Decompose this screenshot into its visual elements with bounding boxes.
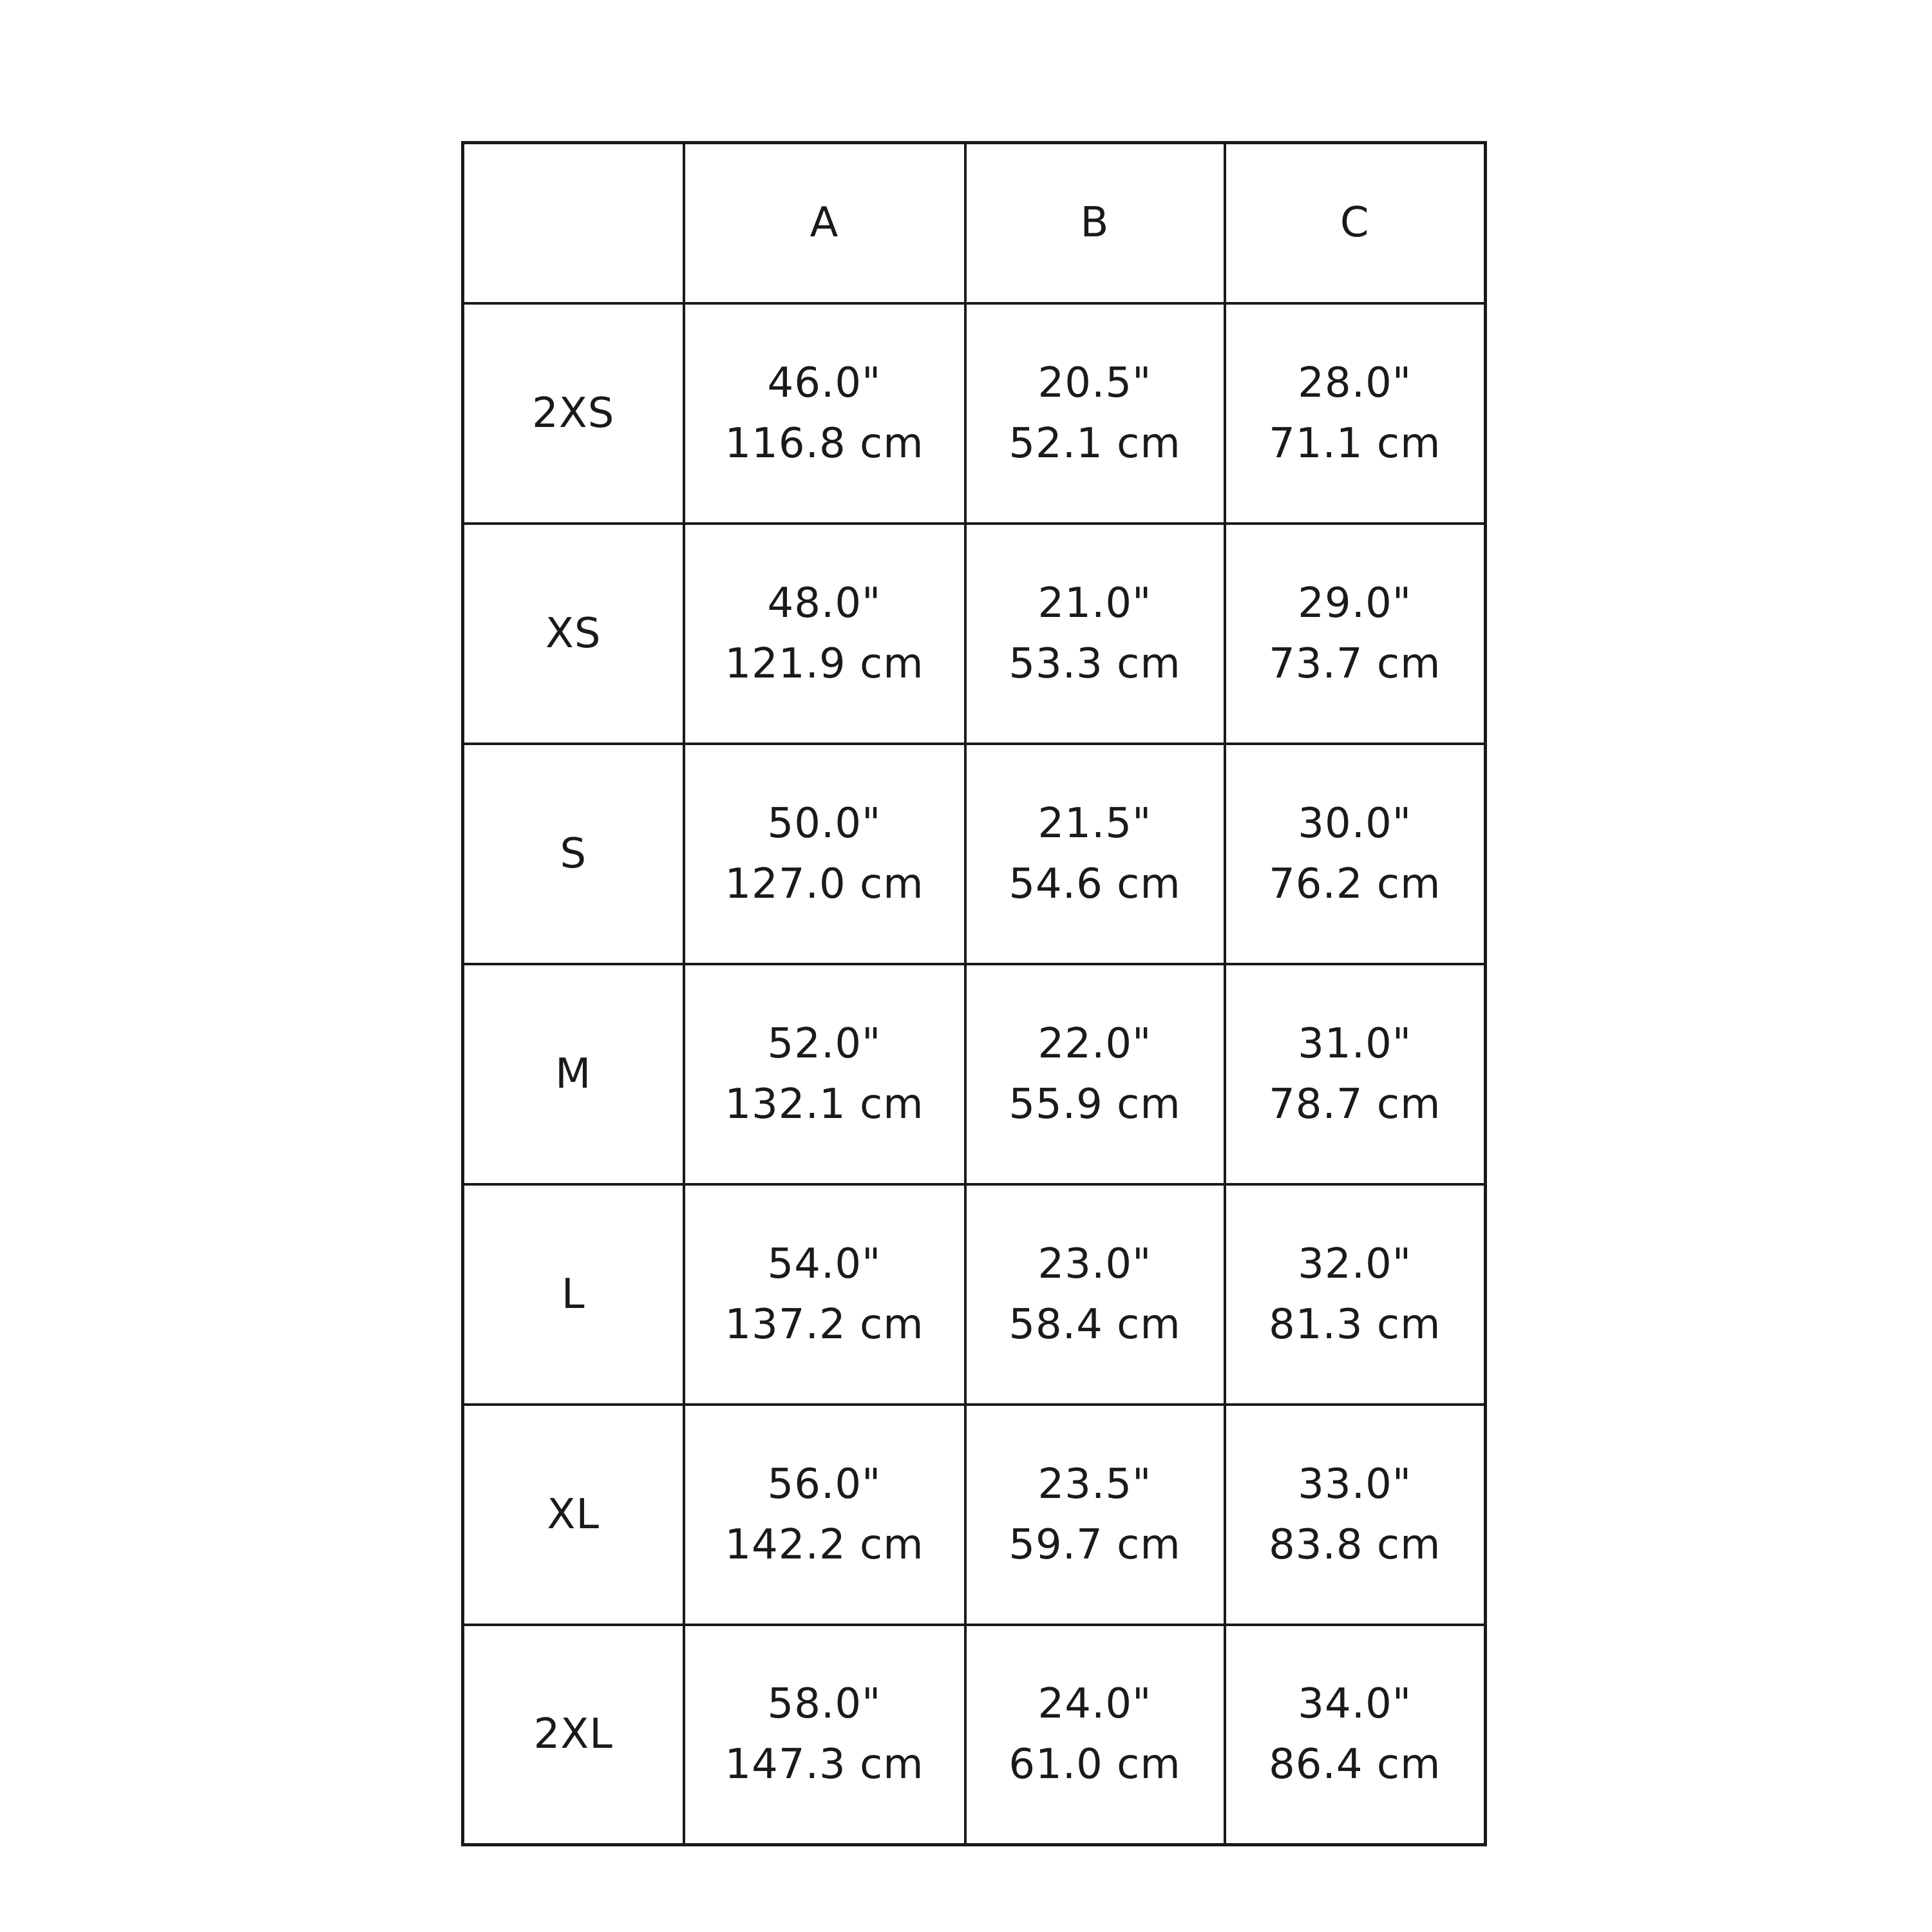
measurement-cell [965, 1184, 1225, 1405]
inch-value: 21.5" [1037, 799, 1152, 848]
measurement-cell [684, 744, 965, 964]
cm-value: 73.7 cm [1269, 639, 1441, 688]
inch-value: 54.0" [767, 1240, 882, 1288]
measurement-cell [1225, 303, 1486, 524]
size-label: XS [463, 524, 684, 744]
inch-value: 56.0" [767, 1460, 882, 1508]
inch-value: 31.0" [1298, 1019, 1412, 1068]
inch-value: 50.0" [767, 799, 882, 848]
inch-value: 34.0" [1298, 1680, 1412, 1728]
table-row [463, 1405, 1486, 1625]
inch-value: 46.0" [767, 359, 882, 407]
table-row [463, 303, 1486, 524]
measurement-cell [965, 964, 1225, 1184]
cm-value: 142.2 cm [724, 1520, 924, 1569]
size-label: 2XS [463, 303, 684, 524]
size-label: S [463, 744, 684, 964]
inch-value: 28.0" [1298, 359, 1412, 407]
table-row [463, 1184, 1486, 1405]
size-chart-table [461, 141, 1487, 1846]
table-row [463, 524, 1486, 744]
inch-value: 20.5" [1037, 359, 1152, 407]
column-header-a: A [684, 143, 965, 303]
inch-value: 33.0" [1298, 1460, 1412, 1508]
size-label: 2XL [463, 1625, 684, 1845]
cm-value: 116.8 cm [724, 419, 924, 468]
measurement-cell [1225, 1184, 1486, 1405]
measurement-cell [965, 1405, 1225, 1625]
cm-value: 147.3 cm [724, 1741, 924, 1789]
table-body [463, 303, 1486, 1845]
inch-value: 29.0" [1298, 579, 1412, 627]
table-row [463, 1625, 1486, 1845]
measurement-cell [1225, 1625, 1486, 1845]
cm-value: 127.0 cm [724, 860, 924, 908]
cm-value: 53.3 cm [1009, 639, 1181, 688]
cm-value: 54.6 cm [1009, 860, 1181, 908]
inch-value: 30.0" [1298, 799, 1412, 848]
cm-value: 137.2 cm [724, 1300, 924, 1349]
inch-value: 23.5" [1037, 1460, 1152, 1508]
size-label: L [463, 1184, 684, 1405]
inch-value: 58.0" [767, 1680, 882, 1728]
cm-value: 132.1 cm [724, 1080, 924, 1128]
inch-value: 23.0" [1037, 1240, 1152, 1288]
table-row [463, 744, 1486, 964]
measurement-cell [965, 744, 1225, 964]
measurement-cell [684, 1405, 965, 1625]
cm-value: 59.7 cm [1009, 1520, 1181, 1569]
measurement-cell [684, 1625, 965, 1845]
column-header-c: C [1225, 143, 1486, 303]
inch-value: 32.0" [1298, 1240, 1412, 1288]
inch-value: 21.0" [1037, 579, 1152, 627]
inch-value: 22.0" [1037, 1019, 1152, 1068]
cm-value: 61.0 cm [1009, 1741, 1181, 1789]
measurement-cell [1225, 524, 1486, 744]
table-row [463, 964, 1486, 1184]
inch-value: 48.0" [767, 579, 882, 627]
size-label: M [463, 964, 684, 1184]
cm-value: 86.4 cm [1269, 1741, 1441, 1789]
cm-value: 76.2 cm [1269, 860, 1441, 908]
table-header [463, 143, 1486, 303]
measurement-cell [684, 1184, 965, 1405]
measurement-cell [684, 524, 965, 744]
measurement-cell [1225, 964, 1486, 1184]
measurement-cell [684, 964, 965, 1184]
cm-value: 55.9 cm [1009, 1080, 1181, 1128]
cm-value: 58.4 cm [1009, 1300, 1181, 1349]
measurement-cell [684, 303, 965, 524]
header-row [463, 143, 1486, 303]
measurement-cell [965, 1625, 1225, 1845]
cm-value: 81.3 cm [1269, 1300, 1441, 1349]
measurement-cell [965, 524, 1225, 744]
cm-value: 78.7 cm [1269, 1080, 1441, 1128]
measurement-cell [1225, 744, 1486, 964]
cm-value: 71.1 cm [1269, 419, 1441, 468]
cm-value: 121.9 cm [724, 639, 924, 688]
cm-value: 52.1 cm [1009, 419, 1181, 468]
inch-value: 52.0" [767, 1019, 882, 1068]
corner-cell [463, 143, 684, 303]
measurement-cell [965, 303, 1225, 524]
size-label: XL [463, 1405, 684, 1625]
measurement-cell [1225, 1405, 1486, 1625]
inch-value: 24.0" [1037, 1680, 1152, 1728]
column-header-b: B [965, 143, 1225, 303]
cm-value: 83.8 cm [1269, 1520, 1441, 1569]
